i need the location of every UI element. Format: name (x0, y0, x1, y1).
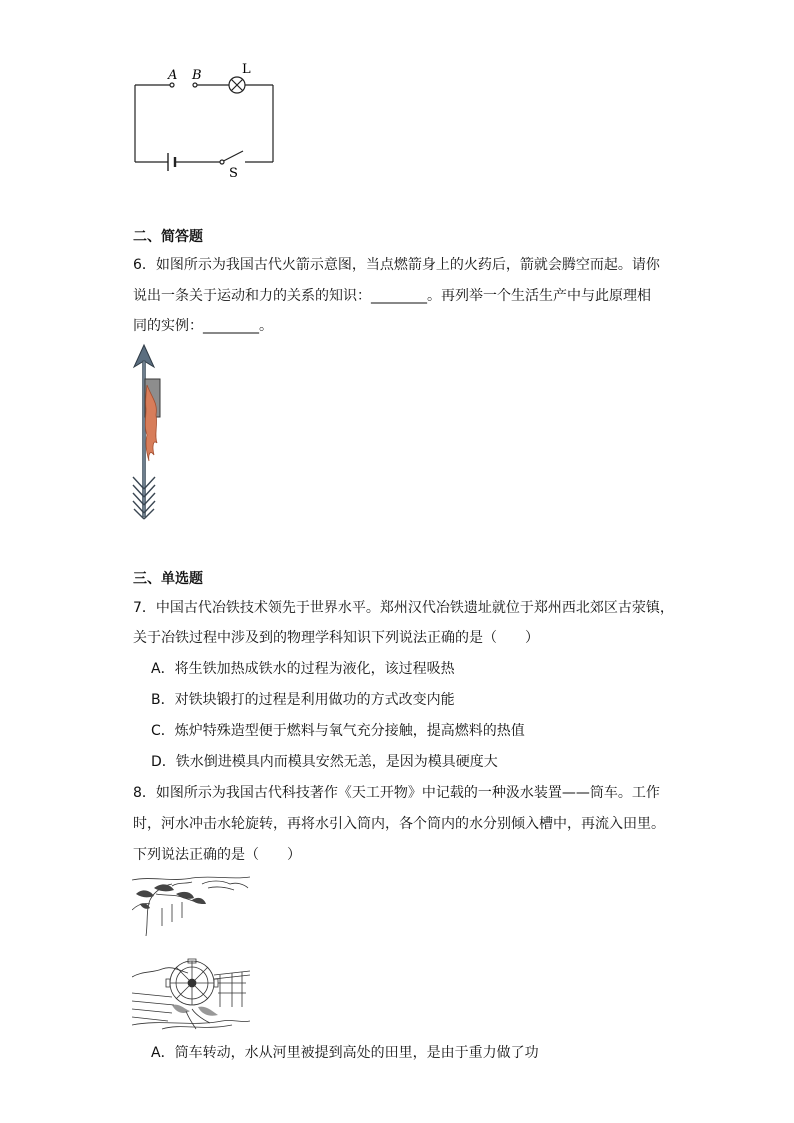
tree-trunk (146, 884, 172, 936)
circuit-diagram (125, 60, 285, 180)
q8-line-3: 下列说法正确的是（ ） (133, 847, 301, 863)
q8-line-2: 时，河水冲击水轮旋转，再将水引入筒内，各个筒内的水分别倾入槽中，再流入田里。 (133, 816, 665, 832)
cloud-icon (202, 881, 248, 888)
field-rows (132, 993, 174, 1021)
q8-line-1: 8．如图所示为我国古代科技著作《天工开物》中记载的一种汲水装置——筒车。工作 (133, 785, 660, 801)
water-wheel-illustration-bottom (132, 953, 250, 1033)
q7-option-a[interactable]: A．将生铁加热成铁水的过程为液化，该过程吸热 (151, 661, 455, 677)
label-lamp: L (242, 62, 251, 77)
q6-line-3: 同的实例：________。 (133, 318, 273, 334)
label-switch: S (229, 166, 238, 180)
section-heading-short-answer: 二、简答题 (133, 229, 203, 245)
label-a: A (168, 68, 178, 83)
q8-option-a[interactable]: A．筒车转动，水从河里被提到高处的田里，是由于重力做了功 (151, 1045, 539, 1061)
q6-line-2: 说出一条关于运动和力的关系的知识：________。再列举一个生活生产中与此原理相 (133, 288, 651, 304)
q7-option-c[interactable]: C．炼炉特殊造型便于燃料与氧气充分接触，提高燃料的热值 (151, 723, 525, 739)
switch-lever (224, 151, 244, 161)
q7-option-b[interactable]: B．对铁块锻打的过程是利用做功的方式改变内能 (151, 692, 455, 708)
terminal-b (193, 83, 197, 87)
water-wheel-illustration-top (132, 874, 250, 936)
ancient-rocket-figure (128, 343, 162, 523)
q7-line-1: 7．中国古代冶铁技术领先于世界水平。郑州汉代冶铁遗址就位于郑州西北郊区古荥镇， (133, 600, 674, 616)
label-b: B (192, 68, 202, 83)
section-heading-single-choice: 三、单选题 (133, 571, 203, 587)
tree-foliage-icon (136, 884, 206, 908)
q7-line-2: 关于冶铁过程中涉及到的物理学科知识下列说法正确的是（ ） (133, 630, 539, 646)
q7-option-d[interactable]: D．铁水倒进模具内而模具安然无恙，是因为模具硬度大 (151, 754, 498, 770)
terminal-a (170, 83, 174, 87)
sky-line (132, 877, 250, 880)
q6-line-1: 6．如图所示为我国古代火箭示意图，当点燃箭身上的火药后，箭就会腾空而起。请你 (133, 257, 660, 273)
